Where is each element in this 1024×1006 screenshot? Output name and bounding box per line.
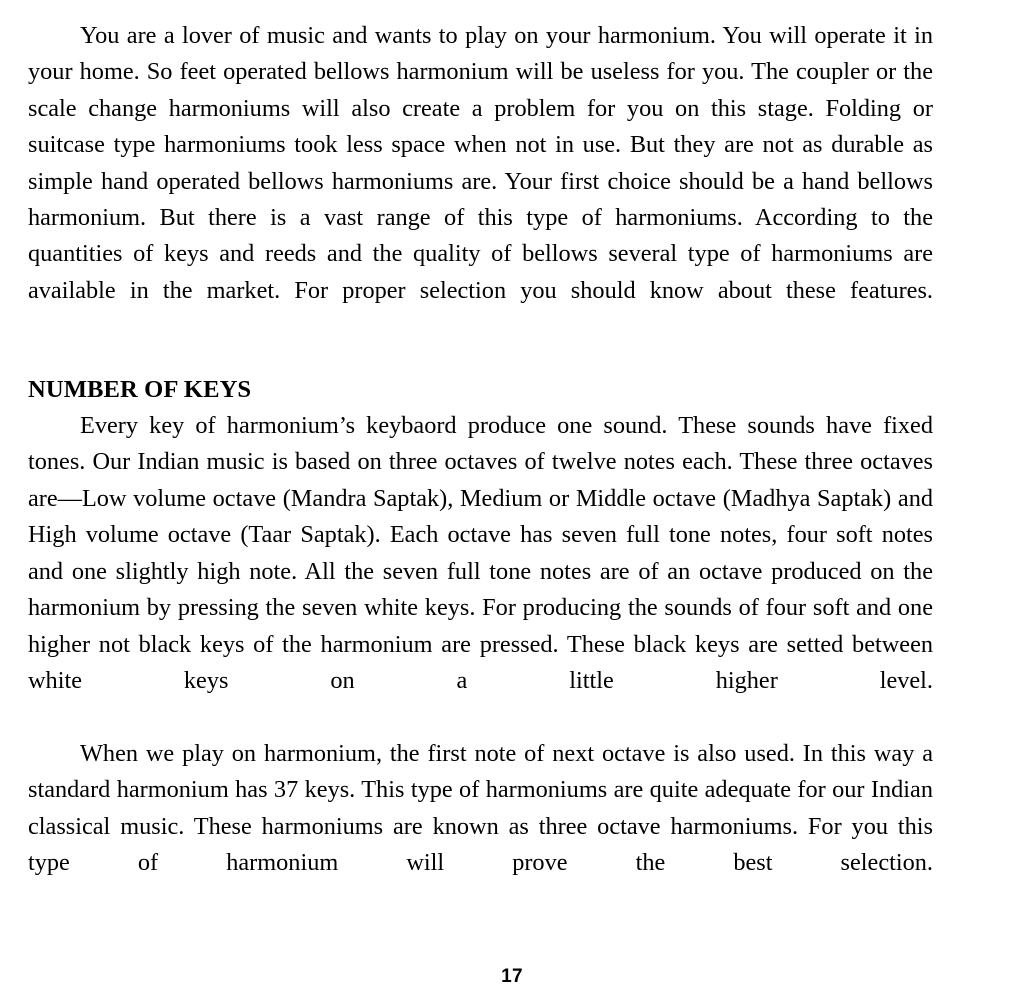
heading-spacer	[28, 346, 933, 372]
paragraph-thirty-seven-keys: When we play on harmonium, the first note of next octave is also used. In this way a standard harmonium has 37 keys. This type of harmoniums are quite adequate for our Indian classical music. These harmoniums are known as three octave harmoniums. For you this type of harmonium will prove the best selection.	[28, 739, 933, 876]
page-number: 17	[501, 966, 523, 987]
paragraph-octaves-and-notes: Every key of harmonium’s keybaord produce one sound. These sounds have fixed tones. Our Indian music is based on three octaves of twelve notes each. These three octaves are—Low volume octave (Mandra Saptak), Medium or Middle octave (Madhya Saptak) and High volume octave (Taar Saptak). Each octave has seven full tone notes, four soft notes and one slightly high note. All the seven full tone notes are of an octave produced on the harmonium by pressing the seven white keys. For producing the sounds of four soft and one higher not black keys of the harmonium are pressed. These black keys are setted between white keys on a little higher level.	[28, 412, 933, 694]
text-column	[28, 18, 933, 918]
paragraph-harmonium-selection: You are a lover of music and wants to play on your harmonium. You will operate it in your home. So feet operated bellows harmonium will be useless for you. The coupler or the scale change harmoniums will also create a problem for you on this stage. Folding or suitcase type harmoniums took less space when not in use. But they are not as durable as simple hand operated bellows harmoniums are. Your first choice should be a hand bellows harmonium. But there is a vast range of this type of harmoniums. According to the quantities of keys and reeds and the quality of bellows several type of harmoniums are available in the market. For proper selection you should know about these features.	[28, 22, 933, 304]
heading-number-of-keys: NUMBER OF KEYS	[28, 375, 252, 403]
